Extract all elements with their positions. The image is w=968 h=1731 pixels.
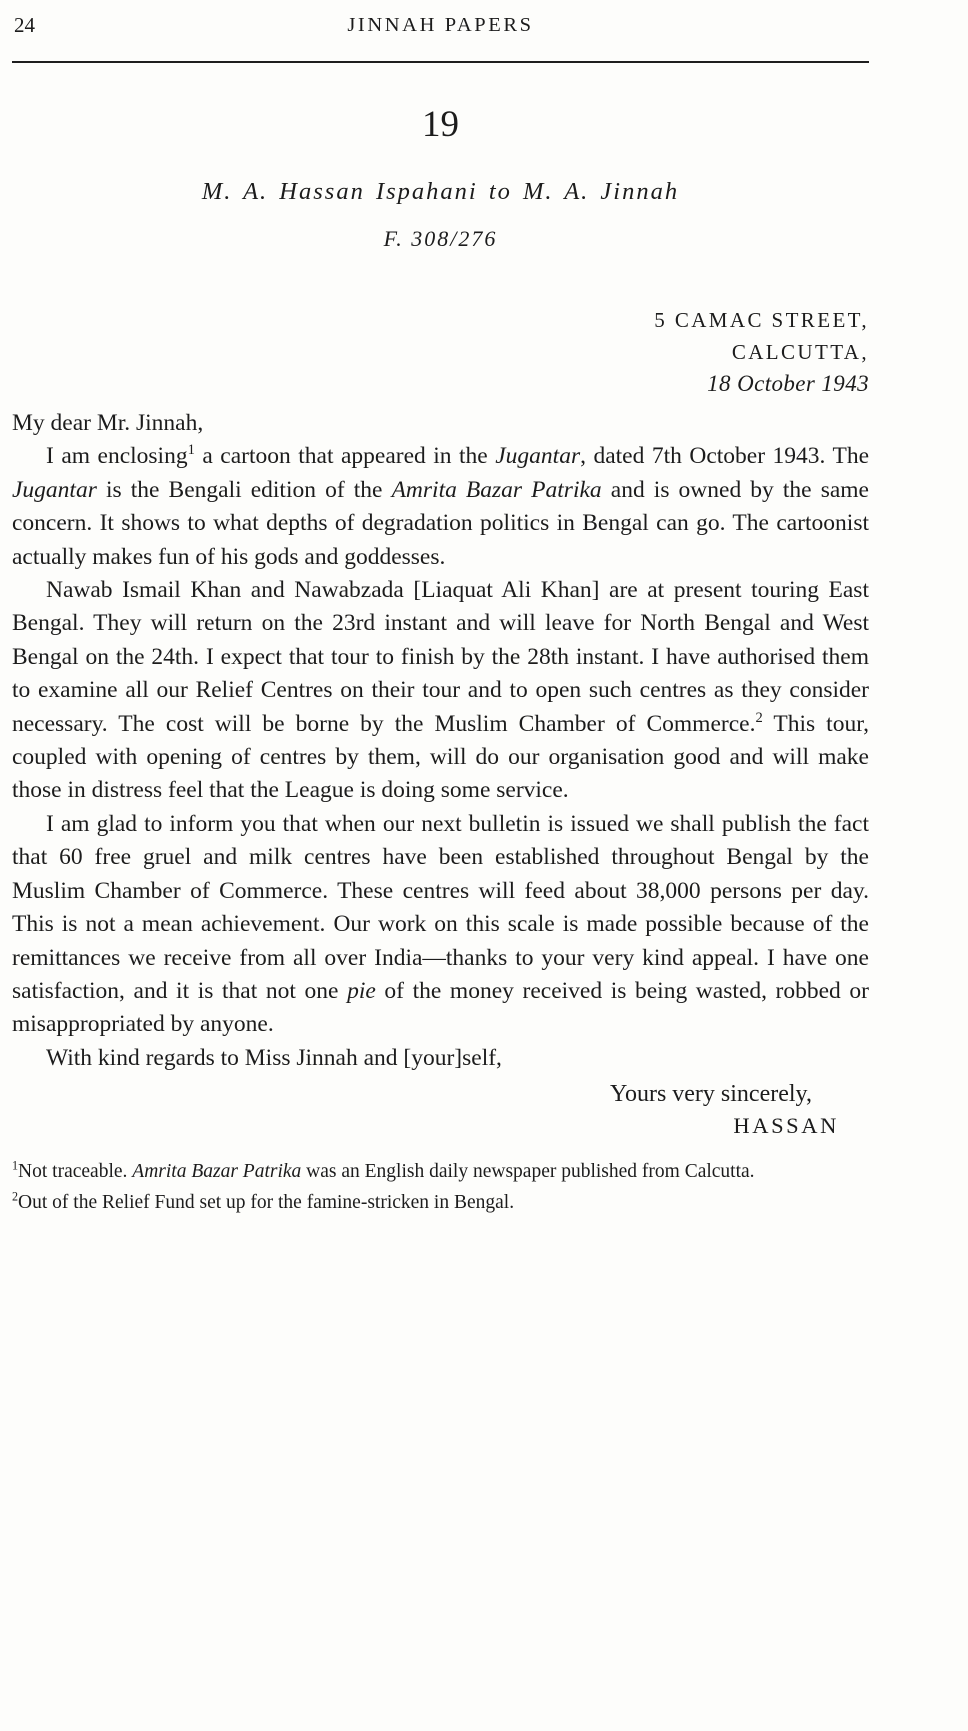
footnotes [12, 1157, 869, 1218]
salutation: My dear Mr. Jinnah, [12, 410, 204, 436]
page-content [12, 0, 869, 1218]
body-paragraph: I am enclosing$^1$ a cartoon that appeared in the Jugantar, dated 7th October 1943. The Jugantar is the Bengali edition of the Amrita Bazar Patrika and is owned by the same concern. It shows to what depths of degradation politics in Bengal can go. The cartoonist actually makes fun of his gods and goddesses. [12, 442, 870, 570]
address-block [12, 304, 869, 400]
letter-body [12, 407, 869, 1075]
signature: HASSAN [733, 1113, 839, 1139]
footnote: $^1$Not traceable. Amrita Bazar Patrika was an English daily newspaper published from Calcutta. [12, 1158, 755, 1183]
footnote: $^2$Out of the Relief Fund set up for the famine-stricken in Bengal. [12, 1189, 515, 1213]
closing-line: Yours very sincerely, [610, 1081, 812, 1108]
document-number: 19 [422, 104, 459, 145]
header-title: JINNAH PAPERS [347, 14, 534, 36]
address-line: CALCUTTA, [731, 340, 869, 364]
body-paragraph: Nawab Ismail Khan and Nawabzada [Liaquat Ali Khan] are at present touring East Bengal. They will return on the 23rd instant and will leave for North Bengal and West Bengal on the 24th. I expect that tour to finish by the 28th instant. I have authorised them to examine all our Relief Centres on their tour and to open such centres as they consider necessary. The cost will be borne by the Muslim Chamber of Commerce.$^2$ This tour, coupled with opening of centres by them, will do our organisation good and will make those in distress feel that the League is doing some service. [12, 577, 869, 804]
body-paragraph: I am glad to inform you that when our next bulletin is issued we shall publish the fact that 60 free gruel and milk centres have been established throughout Bengal by the Muslim Chamber of Commerce. These centres will feed about 38,000 persons per day. This is not a mean achievement. Our work on this scale is made possible because of the remittances we receive from all over India—thanks to your very kind appeal. I have one satisfaction, and it is that not one pie of the money received is being wasted, robbed or misappropriated by anyone. [12, 810, 870, 1038]
page-number: 24 [14, 13, 35, 37]
closing-block [12, 1081, 869, 1139]
address-line: 5 CAMAC STREET, [654, 308, 869, 332]
header-divider [12, 61, 869, 63]
document-title: M. A. Hassan Ispahani to M. A. Jinnah [201, 178, 680, 205]
body-paragraph: With kind regards to Miss Jinnah and [your]self, [46, 1044, 502, 1071]
running-header [12, 0, 869, 45]
letter-date: 18 October 1943 [707, 371, 869, 396]
file-reference: F. 308/276 [383, 226, 498, 251]
